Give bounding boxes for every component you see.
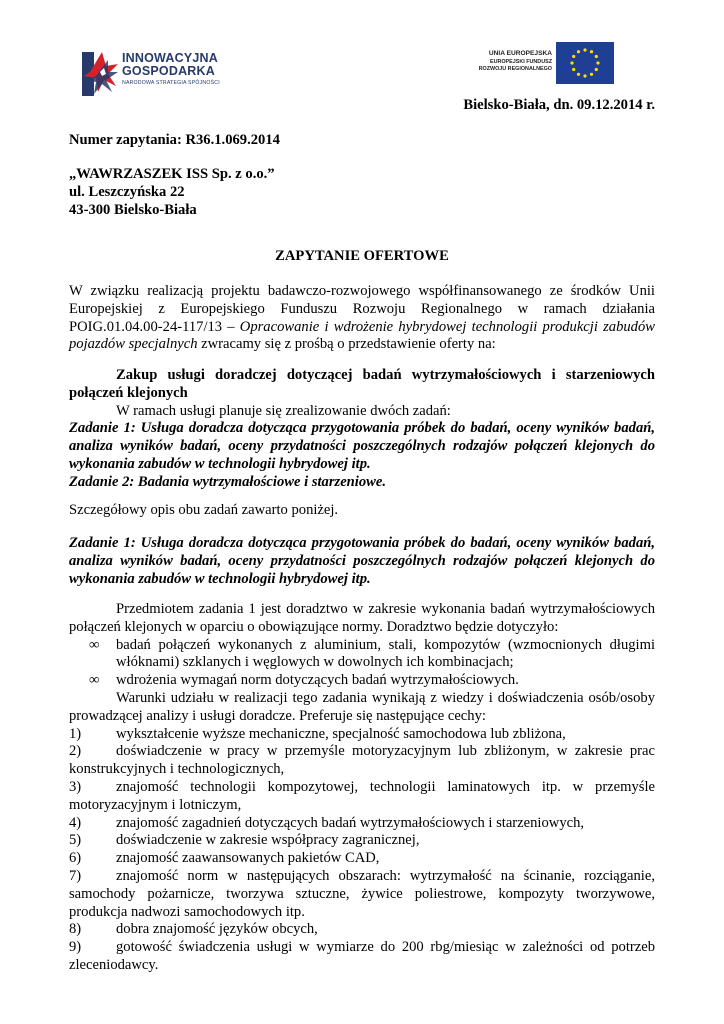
eu-star-icon — [577, 73, 580, 76]
eu-star-icon — [570, 61, 573, 64]
place-date: Bielsko-Biała, dn. 09.12.2014 r. — [463, 97, 655, 113]
eu-logo-title: UNIA EUROPEJSKA — [488, 50, 552, 57]
project-title: Opracowanie i wdrożenie hybrydowej technologii produkcji zabudów pojazdów specjalnych — [69, 318, 655, 353]
purchase-task1: Zadanie 1: Usługa doradcza dotycząca przygotowania próbek do badań, oceny wyników badań, analiza wyników badań, oceny przydatności poszczególnych rodzajów połączeń klejonych do wykonania zabudów w technologii hybrydowej itp. — [69, 420, 655, 472]
innowacyjna-gospodarka-emblem-icon — [82, 42, 122, 98]
purchase-task2: Zadanie 2: Badania wytrzymałościowe i starzeniowe. — [69, 473, 387, 490]
purchase-heading: Zakup usługi doradczej dotyczącej badań wytrzymałościowych i starzeniowych połączeń klejonych — [69, 367, 655, 401]
eu-star-icon — [572, 68, 575, 71]
ig-logo-subtitle: NARODOWA STRATEGIA SPÓJNOŚCI — [122, 80, 220, 86]
list-item: 4) znajomość zagadnień dotyczących badań wytrzymałościowych i starzeniowych, — [69, 814, 585, 831]
task1-bullet-list — [69, 637, 655, 690]
task1-section — [69, 601, 655, 975]
eu-stars-icon — [556, 42, 614, 84]
eu-logo — [458, 42, 614, 84]
list-item: 8) dobra znajomość języków obcych, — [69, 921, 318, 938]
task1-heading: Zadanie 1: Usługa doradcza dotycząca przygotowania próbek do badań, oceny wyników badań, analiza wyników badań, oceny przydatności poszczególnych rodzajów połączeń klejonych do wykonania zabudów w technologii hybrydowej itp. — [69, 535, 655, 587]
eu-star-icon — [583, 74, 586, 77]
list-item: ∞ badań połączeń wykonanych z aluminium, stali, kompozytów (wzmocnionych długimi włóknami) szklanych i węglowych w dowolnych ich kombinacjach; — [89, 636, 655, 671]
bullet-icon: ∞ — [89, 672, 100, 689]
list-item: ∞ wdrożenia wymagań norm dotyczących badań wytrzymałościowych. — [89, 672, 519, 689]
features-list — [69, 726, 655, 975]
address-company: „WAWRZASZEK ISS Sp. z o.o.” — [69, 166, 275, 182]
ig-logo-title: INNOWACYJNA GOSPODARKA — [122, 51, 218, 78]
eu-star-icon — [596, 61, 599, 64]
eu-star-icon — [590, 73, 593, 76]
eu-star-icon — [583, 48, 586, 51]
list-item: 6) znajomość zaawansowanych pakietów CAD, — [69, 850, 380, 867]
document-title: ZAPYTANIE OFERTOWE — [275, 248, 449, 264]
list-item: 1) wykształcenie wyższe mechaniczne, specjalność samochodowa lub zbliżona, — [69, 725, 566, 742]
list-item: 9) gotowość świadczenia usługi w wymiarze do 200 rbg/miesiąc w zależności od potrzeb zleceniodawcy. — [69, 939, 655, 973]
intro-text-end: zwracamy się z prośbą o przedstawienie oferty na: — [197, 336, 496, 353]
eu-star-icon — [595, 55, 598, 58]
details-intro: Szczegółowy opis obu zadań zawarto poniżej. — [69, 502, 339, 518]
eu-star-icon — [590, 50, 593, 53]
list-item: 2) doświadczenie w pracy w przemyśle motoryzacyjnym lub zbliżonym, w zakresie prac konstrukcyjnych i technologicznych, — [69, 743, 655, 778]
purchase-section — [69, 367, 655, 492]
address-city: 43-300 Bielsko-Biała — [69, 201, 197, 218]
list-item: 7) znajomość norm w następujących obszarach: wytrzymałość na ścinanie, rozciąganie, samochody pożarnicze, tworzywa sztuczne, żywice poliestrowe, kompozyty tworzywowe, produkcja nadwozi samochodowych itp. — [69, 867, 655, 920]
eu-star-icon — [577, 50, 580, 53]
address-street: ul. Leszczyńska 22 — [69, 183, 185, 200]
purchase-plan: W ramach usługi planuje się zrealizowanie dwóch zadań: — [116, 402, 451, 419]
intro-paragraph — [69, 283, 655, 354]
list-item: 5) doświadczenie w zakresie współpracy zagranicznej, — [69, 832, 420, 849]
eu-flag-icon — [556, 42, 614, 84]
bullet-icon: ∞ — [89, 636, 100, 653]
eu-logo-subtitle: EUROPEJSKI FUNDUSZ ROZWOJU REGIONALNEGO — [478, 59, 552, 73]
request-number: Numer zapytania: R36.1.069.2014 — [69, 132, 280, 148]
innowacyjna-gospodarka-logo — [80, 30, 242, 108]
conditions-paragraph: Warunki udziału w realizacji tego zadania wynikają z wiedzy i doświadczenia osób/osoby prowadzącej analizy i usługi doradcze. Preferuje się następujące cechy: — [69, 689, 655, 724]
eu-star-icon — [595, 68, 598, 71]
eu-star-icon — [572, 55, 575, 58]
task1-body: Przedmiotem zadania 1 jest doradztwo w zakresie wykonania badań wytrzymałościowych połączeń klejonych w oparciu o obowiązujące normy. Doradztwo będzie dotyczyło: — [69, 601, 655, 635]
recipient-address — [69, 166, 275, 219]
intro-text: W związku realizacją projektu badawczo-rozwojowego współfinansowanego ze środków Unii Europejskiej z Europejskiego Funduszu Rozwoju Regionalnego w ramach działania POIG.01.04.00-24-117/13 – — [69, 283, 655, 335]
list-item: 3) znajomość technologii kompozytowej, technologii laminatowych itp. w przemyśle motoryzacyjnym i lotniczym, — [69, 778, 655, 813]
